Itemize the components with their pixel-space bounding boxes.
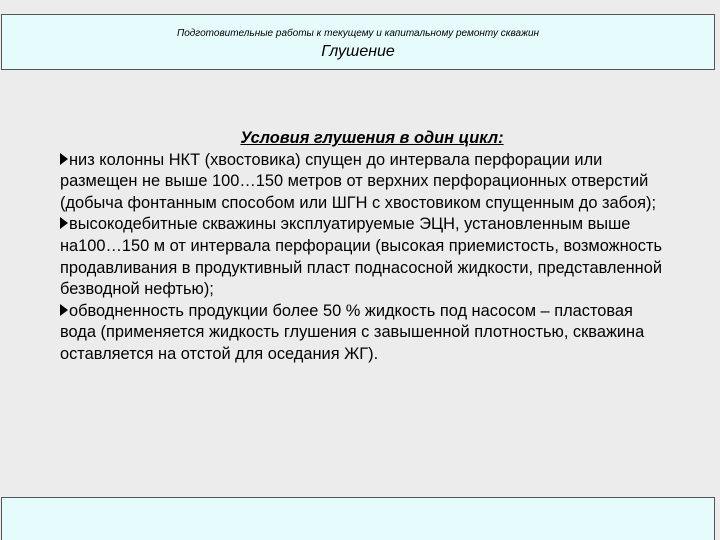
content-heading: Условия глушения в один цикл: xyxy=(240,129,504,147)
content-block xyxy=(60,128,670,366)
arrow-bullet-icon xyxy=(60,217,68,229)
arrow-bullet-icon xyxy=(60,304,68,316)
bullet-item xyxy=(60,214,670,300)
bullet-text: низ колонны НКТ (хвостовика) спущен до интервала перфорации или размещен не выше 100…150 метров от верхних перфорационных отверстий (добыча фонтанным способом или ШГН с хвостовиком спущенным до забоя); xyxy=(60,150,657,212)
footer-banner xyxy=(1,497,715,540)
bullet-text: высокодебитные скважины эксплуатируемые ЭЦН, установленным выше на100…150 м от интервала перфорации (высокая приемистость, возможность продавливания в продуктивный пласт поднасосной жидкости, представленной безводной нефтью); xyxy=(60,215,663,299)
header-banner xyxy=(1,14,715,70)
bullet-item xyxy=(60,301,670,366)
header-subtitle: Подготовительные работы к текущему и капитальному ремонту скважин xyxy=(176,28,540,39)
bullet-item xyxy=(60,150,670,215)
page-title: Глушение xyxy=(321,43,395,60)
bullet-text: обводненность продукции более 50 % жидкость под насосом – пластовая вода (применяется жидкость глушения с завышенной плотностью, скважина оставляется на отстой для оседания ЖГ). xyxy=(60,301,645,363)
arrow-bullet-icon xyxy=(60,153,68,165)
